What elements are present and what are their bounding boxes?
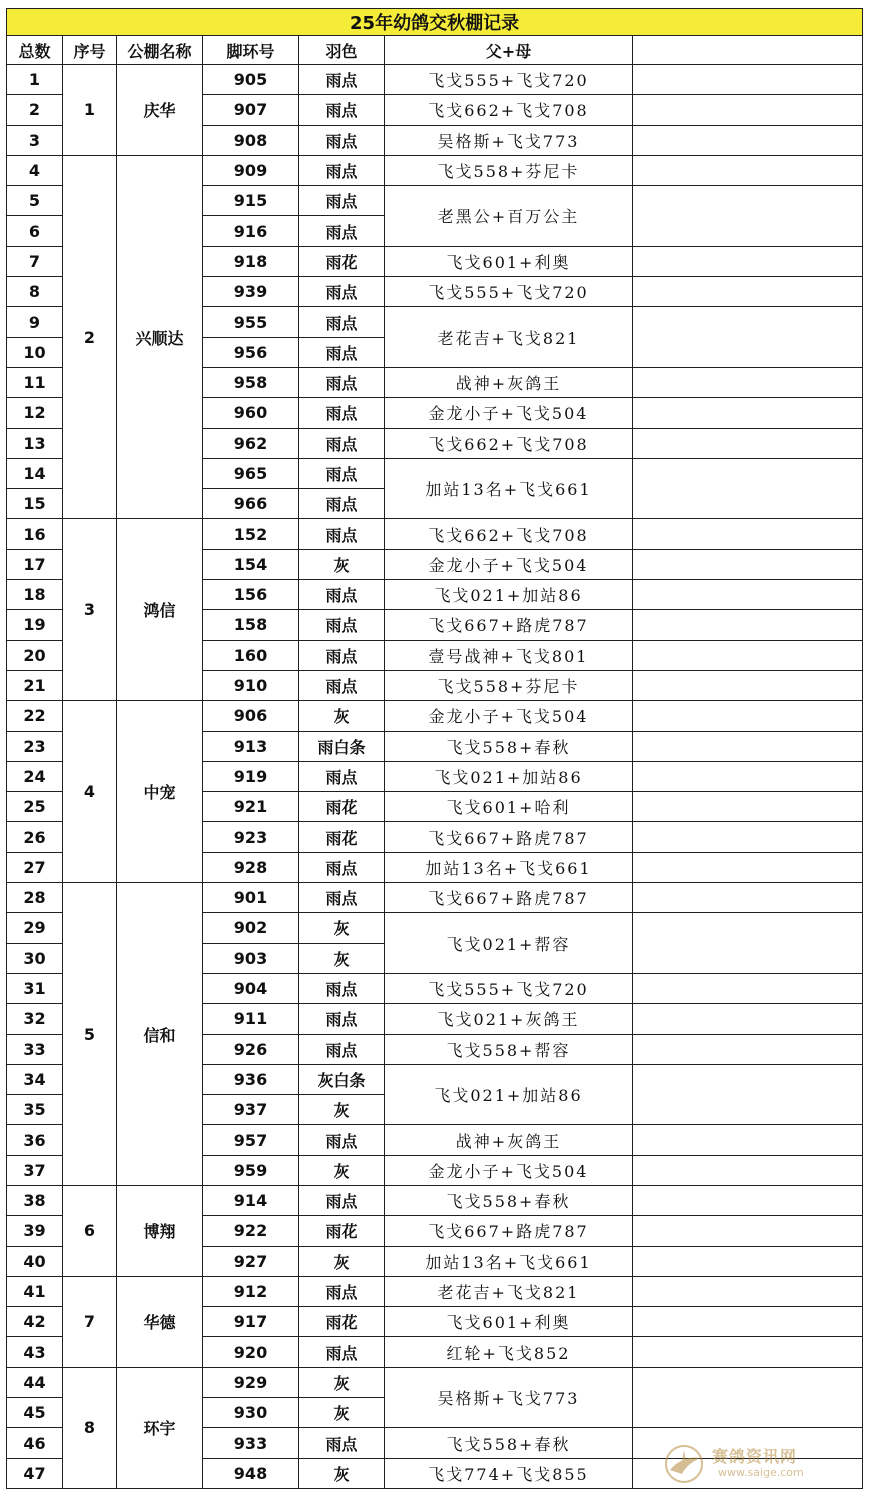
- cell-feather-color: 灰: [299, 1095, 385, 1125]
- cell-total: 8: [7, 277, 63, 307]
- cell-ring-number: 902: [203, 913, 299, 943]
- cell-extra-blank: [633, 428, 863, 458]
- cell-feather-color: 雨点: [299, 1004, 385, 1034]
- cell-ring-number: 905: [203, 65, 299, 95]
- cell-parents: 飞戈601+利奥: [385, 246, 633, 276]
- cell-feather-color: 灰: [299, 1458, 385, 1488]
- cell-ring-number: 965: [203, 458, 299, 488]
- cell-feather-color: 灰: [299, 943, 385, 973]
- cell-parents: 飞戈555+飞戈720: [385, 65, 633, 95]
- cell-parents: 飞戈555+飞戈720: [385, 277, 633, 307]
- cell-feather-color: 雨花: [299, 822, 385, 852]
- cell-extra-blank: [633, 731, 863, 761]
- cell-parents: 飞戈667+路虎787: [385, 610, 633, 640]
- cell-ring-number: 936: [203, 1064, 299, 1094]
- table-row: [7, 1185, 863, 1215]
- cell-total: 32: [7, 1004, 63, 1034]
- cell-seq: 5: [63, 883, 117, 1186]
- cell-feather-color: 灰: [299, 1367, 385, 1397]
- cell-seq: 6: [63, 1185, 117, 1276]
- cell-feather-color: 灰: [299, 1246, 385, 1276]
- cell-feather-color: 雨点: [299, 1428, 385, 1458]
- cell-extra-blank: [633, 1246, 863, 1276]
- cell-parents: 金龙小子+飞戈504: [385, 398, 633, 428]
- cell-ring-number: 962: [203, 428, 299, 458]
- cell-feather-color: 雨点: [299, 398, 385, 428]
- header-loft-name: 公棚名称: [117, 36, 203, 65]
- cell-ring-number: 948: [203, 1458, 299, 1488]
- cell-total: 2: [7, 95, 63, 125]
- cell-loft-name: 博翔: [117, 1185, 203, 1276]
- cell-parents: 加站13名+飞戈661: [385, 852, 633, 882]
- cell-parents: 飞戈021+加站86: [385, 580, 633, 610]
- cell-ring-number: 926: [203, 1034, 299, 1064]
- cell-ring-number: 927: [203, 1246, 299, 1276]
- header-ring-number: 脚环号: [203, 36, 299, 65]
- cell-parents: 老花吉+飞戈821: [385, 307, 633, 368]
- cell-total: 39: [7, 1216, 63, 1246]
- cell-loft-name: 中宠: [117, 701, 203, 883]
- cell-total: 29: [7, 913, 63, 943]
- cell-extra-blank: [633, 761, 863, 791]
- cell-total: 44: [7, 1367, 63, 1397]
- table-row: [7, 701, 863, 731]
- cell-parents: 飞戈021+灰鸽王: [385, 1004, 633, 1034]
- cell-ring-number: 958: [203, 367, 299, 397]
- cell-total: 3: [7, 125, 63, 155]
- cell-feather-color: 雨点: [299, 580, 385, 610]
- cell-total: 5: [7, 186, 63, 216]
- cell-extra-blank: [633, 519, 863, 549]
- cell-ring-number: 917: [203, 1307, 299, 1337]
- cell-feather-color: 雨点: [299, 883, 385, 913]
- cell-extra-blank: [633, 670, 863, 700]
- cell-ring-number: 908: [203, 125, 299, 155]
- cell-loft-name: 环宇: [117, 1367, 203, 1488]
- cell-parents: 老花吉+飞戈821: [385, 1276, 633, 1306]
- cell-extra-blank: [633, 1337, 863, 1367]
- cell-total: 35: [7, 1095, 63, 1125]
- cell-parents: 金龙小子+飞戈504: [385, 701, 633, 731]
- cell-ring-number: 907: [203, 95, 299, 125]
- cell-total: 45: [7, 1398, 63, 1428]
- cell-feather-color: 雨点: [299, 670, 385, 700]
- cell-loft-name: 庆华: [117, 65, 203, 156]
- cell-feather-color: 雨点: [299, 428, 385, 458]
- cell-total: 24: [7, 761, 63, 791]
- cell-feather-color: 雨点: [299, 973, 385, 1003]
- cell-extra-blank: [633, 307, 863, 368]
- cell-parents: 飞戈601+哈利: [385, 792, 633, 822]
- cell-total: 20: [7, 640, 63, 670]
- table-row: [7, 883, 863, 913]
- cell-parents: 飞戈555+飞戈720: [385, 973, 633, 1003]
- cell-feather-color: 雨点: [299, 216, 385, 246]
- cell-feather-color: 雨白条: [299, 731, 385, 761]
- table-row: [7, 155, 863, 185]
- cell-feather-color: 雨点: [299, 95, 385, 125]
- cell-ring-number: 933: [203, 1428, 299, 1458]
- cell-parents: 飞戈667+路虎787: [385, 822, 633, 852]
- cell-ring-number: 960: [203, 398, 299, 428]
- cell-feather-color: 雨点: [299, 519, 385, 549]
- cell-ring-number: 916: [203, 216, 299, 246]
- cell-extra-blank: [633, 973, 863, 1003]
- cell-parents: 飞戈558+春秋: [385, 731, 633, 761]
- cell-parents: 加站13名+飞戈661: [385, 458, 633, 519]
- pigeon-logo-icon: [662, 1442, 706, 1486]
- cell-seq: 7: [63, 1276, 117, 1367]
- cell-total: 6: [7, 216, 63, 246]
- cell-feather-color: 雨点: [299, 489, 385, 519]
- cell-total: 11: [7, 367, 63, 397]
- pigeon-record-table: [6, 8, 863, 1489]
- cell-total: 12: [7, 398, 63, 428]
- cell-loft-name: 鸿信: [117, 519, 203, 701]
- cell-feather-color: 雨点: [299, 307, 385, 337]
- cell-ring-number: 929: [203, 1367, 299, 1397]
- cell-extra-blank: [633, 458, 863, 519]
- cell-ring-number: 915: [203, 186, 299, 216]
- header-row: [7, 36, 863, 65]
- cell-ring-number: 956: [203, 337, 299, 367]
- cell-feather-color: 雨点: [299, 852, 385, 882]
- cell-total: 31: [7, 973, 63, 1003]
- cell-parents: 金龙小子+飞戈504: [385, 549, 633, 579]
- cell-parents: 加站13名+飞戈661: [385, 1246, 633, 1276]
- cell-extra-blank: [633, 1064, 863, 1125]
- cell-extra-blank: [633, 125, 863, 155]
- cell-ring-number: 156: [203, 580, 299, 610]
- cell-total: 33: [7, 1034, 63, 1064]
- cell-total: 40: [7, 1246, 63, 1276]
- cell-feather-color: 雨点: [299, 761, 385, 791]
- cell-feather-color: 雨点: [299, 186, 385, 216]
- cell-total: 14: [7, 458, 63, 488]
- cell-feather-color: 灰: [299, 549, 385, 579]
- header-total: 总数: [7, 36, 63, 65]
- cell-extra-blank: [633, 186, 863, 247]
- cell-total: 18: [7, 580, 63, 610]
- watermark-name: 赛鸽资讯网: [712, 1447, 798, 1466]
- cell-total: 1: [7, 65, 63, 95]
- cell-total: 26: [7, 822, 63, 852]
- cell-extra-blank: [633, 580, 863, 610]
- cell-total: 47: [7, 1458, 63, 1488]
- cell-feather-color: 雨花: [299, 792, 385, 822]
- cell-parents: 飞戈021+加站86: [385, 761, 633, 791]
- cell-total: 22: [7, 701, 63, 731]
- cell-ring-number: 918: [203, 246, 299, 276]
- cell-feather-color: 雨点: [299, 458, 385, 488]
- cell-total: 21: [7, 670, 63, 700]
- cell-ring-number: 957: [203, 1125, 299, 1155]
- cell-parents: 飞戈662+飞戈708: [385, 519, 633, 549]
- cell-extra-blank: [633, 701, 863, 731]
- cell-total: 36: [7, 1125, 63, 1155]
- header-seq: 序号: [63, 36, 117, 65]
- cell-extra-blank: [633, 1216, 863, 1246]
- cell-extra-blank: [633, 883, 863, 913]
- cell-feather-color: 雨点: [299, 337, 385, 367]
- cell-extra-blank: [633, 398, 863, 428]
- cell-extra-blank: [633, 1367, 863, 1428]
- table-row: [7, 65, 863, 95]
- cell-extra-blank: [633, 610, 863, 640]
- cell-extra-blank: [633, 549, 863, 579]
- cell-ring-number: 928: [203, 852, 299, 882]
- cell-total: 28: [7, 883, 63, 913]
- cell-ring-number: 903: [203, 943, 299, 973]
- cell-feather-color: 雨点: [299, 277, 385, 307]
- cell-parents: 飞戈662+飞戈708: [385, 95, 633, 125]
- cell-ring-number: 955: [203, 307, 299, 337]
- cell-total: 23: [7, 731, 63, 761]
- cell-feather-color: 灰: [299, 701, 385, 731]
- cell-extra-blank: [633, 95, 863, 125]
- cell-parents: 飞戈558+芬尼卡: [385, 155, 633, 185]
- cell-parents: 飞戈021+帮容: [385, 913, 633, 974]
- cell-extra-blank: [633, 277, 863, 307]
- cell-ring-number: 937: [203, 1095, 299, 1125]
- cell-total: 46: [7, 1428, 63, 1458]
- cell-total: 15: [7, 489, 63, 519]
- cell-seq: 8: [63, 1367, 117, 1488]
- cell-feather-color: 雨点: [299, 1337, 385, 1367]
- cell-ring-number: 921: [203, 792, 299, 822]
- cell-total: 7: [7, 246, 63, 276]
- cell-total: 34: [7, 1064, 63, 1094]
- table-row: [7, 519, 863, 549]
- cell-ring-number: 909: [203, 155, 299, 185]
- cell-ring-number: 959: [203, 1155, 299, 1185]
- cell-feather-color: 雨点: [299, 1034, 385, 1064]
- cell-extra-blank: [633, 1034, 863, 1064]
- cell-seq: 4: [63, 701, 117, 883]
- cell-ring-number: 912: [203, 1276, 299, 1306]
- watermark-url: www.saige.com: [718, 1466, 804, 1479]
- cell-total: 9: [7, 307, 63, 337]
- cell-total: 38: [7, 1185, 63, 1215]
- cell-ring-number: 923: [203, 822, 299, 852]
- cell-total: 19: [7, 610, 63, 640]
- table-row: [7, 1367, 863, 1397]
- cell-ring-number: 930: [203, 1398, 299, 1428]
- cell-total: 10: [7, 337, 63, 367]
- cell-parents: 飞戈662+飞戈708: [385, 428, 633, 458]
- cell-parents: 吴格斯+飞戈773: [385, 1367, 633, 1428]
- cell-parents: 吴格斯+飞戈773: [385, 125, 633, 155]
- cell-extra-blank: [633, 1307, 863, 1337]
- header-parents: 父+母: [385, 36, 633, 65]
- cell-total: 30: [7, 943, 63, 973]
- cell-ring-number: 904: [203, 973, 299, 1003]
- header-feather-color: 羽色: [299, 36, 385, 65]
- cell-parents: 飞戈774+飞戈855: [385, 1458, 633, 1488]
- cell-ring-number: 154: [203, 549, 299, 579]
- cell-parents: 老黑公+百万公主: [385, 186, 633, 247]
- table-title: 25年幼鸽交秋棚记录: [7, 9, 863, 36]
- cell-parents: 飞戈021+加站86: [385, 1064, 633, 1125]
- cell-parents: 壹号战神+飞戈801: [385, 640, 633, 670]
- cell-feather-color: 雨点: [299, 65, 385, 95]
- cell-feather-color: 雨花: [299, 1216, 385, 1246]
- cell-feather-color: 雨点: [299, 125, 385, 155]
- cell-ring-number: 920: [203, 1337, 299, 1367]
- cell-total: 4: [7, 155, 63, 185]
- cell-feather-color: 雨点: [299, 1185, 385, 1215]
- cell-loft-name: 华德: [117, 1276, 203, 1367]
- cell-extra-blank: [633, 913, 863, 974]
- cell-ring-number: 919: [203, 761, 299, 791]
- cell-total: 25: [7, 792, 63, 822]
- cell-ring-number: 906: [203, 701, 299, 731]
- cell-extra-blank: [633, 1185, 863, 1215]
- cell-feather-color: 灰: [299, 1398, 385, 1428]
- cell-total: 37: [7, 1155, 63, 1185]
- cell-extra-blank: [633, 852, 863, 882]
- cell-loft-name: 信和: [117, 883, 203, 1186]
- cell-ring-number: 901: [203, 883, 299, 913]
- cell-total: 41: [7, 1276, 63, 1306]
- cell-ring-number: 939: [203, 277, 299, 307]
- cell-extra-blank: [633, 1276, 863, 1306]
- cell-extra-blank: [633, 367, 863, 397]
- cell-ring-number: 152: [203, 519, 299, 549]
- cell-total: 16: [7, 519, 63, 549]
- cell-extra-blank: [633, 246, 863, 276]
- cell-feather-color: 雨花: [299, 1307, 385, 1337]
- cell-parents: 飞戈558+春秋: [385, 1428, 633, 1458]
- cell-parents: 金龙小子+飞戈504: [385, 1155, 633, 1185]
- cell-feather-color: 灰白条: [299, 1064, 385, 1094]
- cell-ring-number: 911: [203, 1004, 299, 1034]
- cell-extra-blank: [633, 1155, 863, 1185]
- cell-loft-name: 兴顺达: [117, 155, 203, 519]
- cell-extra-blank: [633, 1125, 863, 1155]
- cell-parents: 飞戈667+路虎787: [385, 1216, 633, 1246]
- cell-extra-blank: [633, 155, 863, 185]
- cell-ring-number: 914: [203, 1185, 299, 1215]
- cell-parents: 飞戈558+芬尼卡: [385, 670, 633, 700]
- cell-parents: 战神+灰鸽王: [385, 1125, 633, 1155]
- watermark: [662, 1440, 852, 1490]
- cell-feather-color: 灰: [299, 913, 385, 943]
- cell-feather-color: 雨点: [299, 155, 385, 185]
- cell-ring-number: 158: [203, 610, 299, 640]
- table-row: [7, 1276, 863, 1306]
- cell-parents: 飞戈601+利奥: [385, 1307, 633, 1337]
- cell-seq: 1: [63, 65, 117, 156]
- cell-total: 17: [7, 549, 63, 579]
- cell-feather-color: 雨点: [299, 367, 385, 397]
- cell-extra-blank: [633, 640, 863, 670]
- cell-feather-color: 雨点: [299, 610, 385, 640]
- cell-extra-blank: [633, 65, 863, 95]
- cell-ring-number: 913: [203, 731, 299, 761]
- cell-feather-color: 雨花: [299, 246, 385, 276]
- cell-parents: 飞戈558+春秋: [385, 1185, 633, 1215]
- cell-extra-blank: [633, 822, 863, 852]
- cell-seq: 2: [63, 155, 117, 519]
- cell-ring-number: 922: [203, 1216, 299, 1246]
- cell-total: 27: [7, 852, 63, 882]
- cell-parents: 战神+灰鸽王: [385, 367, 633, 397]
- cell-seq: 3: [63, 519, 117, 701]
- cell-parents: 飞戈667+路虎787: [385, 883, 633, 913]
- cell-total: 42: [7, 1307, 63, 1337]
- cell-feather-color: 灰: [299, 1155, 385, 1185]
- cell-total: 13: [7, 428, 63, 458]
- cell-feather-color: 雨点: [299, 640, 385, 670]
- cell-total: 43: [7, 1337, 63, 1367]
- cell-extra-blank: [633, 1004, 863, 1034]
- cell-ring-number: 910: [203, 670, 299, 700]
- header-extra-blank: [633, 36, 863, 65]
- cell-extra-blank: [633, 792, 863, 822]
- cell-parents: 飞戈558+帮容: [385, 1034, 633, 1064]
- cell-parents: 红轮+飞戈852: [385, 1337, 633, 1367]
- cell-feather-color: 雨点: [299, 1125, 385, 1155]
- cell-ring-number: 966: [203, 489, 299, 519]
- cell-ring-number: 160: [203, 640, 299, 670]
- cell-feather-color: 雨点: [299, 1276, 385, 1306]
